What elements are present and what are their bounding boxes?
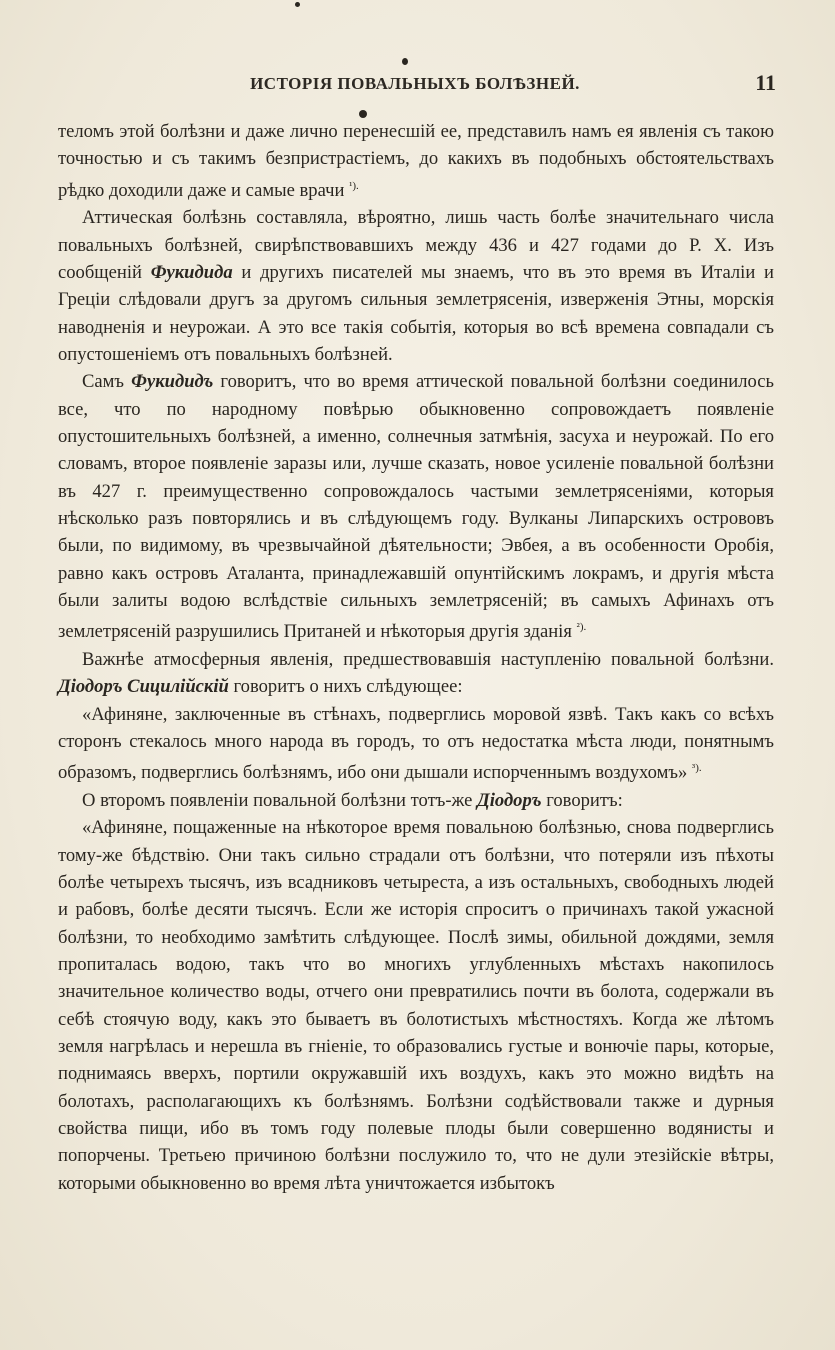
footnote-ref: ³). <box>691 762 702 775</box>
text-run: Аттическая болѣзнь составляла, вѣроятно, лишь часть болѣе значительнаго числа повальныхъ болѣзней, свирѣпствовавшихъ между 436 и 427 годами до Р. Х. Изъ сообщеній <box>58 207 774 283</box>
page-number: 11 <box>755 70 776 95</box>
text-run: говоритъ: <box>541 789 623 811</box>
author-name: Діодоръ <box>477 789 542 811</box>
footnote-ref: ¹). <box>349 179 359 192</box>
paragraph <box>58 204 774 368</box>
author-name: Фукидидъ <box>131 371 214 393</box>
paragraph <box>58 646 774 701</box>
text-run: и другихъ писателей мы знаемъ, что въ это время въ Италіи и Греціи слѣдовали другъ за другомъ сильныя землетрясенія, изверженія Этны, морскія наводненія и неурожаи. А это все такія событія, которыя во всѣ времена совпадали съ опустошеніемъ отъ повальныхъ болѣзней. <box>58 261 774 365</box>
ink-mark <box>295 2 300 7</box>
text-run: теломъ этой болѣзни и даже лично перенесшій ее, представилъ намъ ея явленія съ такою точностью и съ такимъ безпристрастіемъ, до какихъ въ подобныхъ обстоятельствахъ рѣдко доходили даже и самые врачи <box>58 121 774 201</box>
running-title: ИСТОРІЯ ПОВАЛЬНЫХЪ БОЛѢЗНЕЙ. <box>250 74 580 93</box>
text-run: Важнѣе атмосферныя явленія, предшествовавшія наступленію повальной болѣзни. <box>82 648 774 670</box>
text-run: говоритъ, что во время аттической повальной болѣзни соединилось все, что по народному повѣрью обыкновенно сопровождаетъ появленіе опустошительныхъ болѣзней, а именно, солнечныя затмѣнія, засуха и неурожай. По его словамъ, второе появленіе заразы или, лучше сказать, новое усиленіе повальной болѣзни въ 427 г. преимущественно сопровождалось частыми землетрясеніями, которыя нѣсколько разъ повторялись и въ слѣдующемъ году. Вулканы Липарскихъ острововъ были, по видимому, въ чрезвычайной дѣятельности; Эвбея, а въ особенности Оробія, равно какъ островъ Аталанта, принадлежавшій опунтійскимъ локрамъ, и другія мѣста были залиты водою вслѣдствіе сильныхъ землетрясеній; въ самыхъ Афинахъ отъ землетрясеній разрушились Пританей и нѣкоторыя другія зданія <box>58 371 774 643</box>
paragraph <box>58 701 774 787</box>
paragraph <box>58 787 774 814</box>
text-run: О второмъ появленіи повальной болѣзни тотъ-же <box>82 789 478 811</box>
author-name: Фукидида <box>150 261 233 283</box>
ink-mark <box>359 110 367 118</box>
paragraph <box>58 814 774 1197</box>
text-run: говоритъ о нихъ слѣдующее: <box>228 676 463 698</box>
body-text <box>58 118 774 1197</box>
text-run: «Афиняне, заключенные въ стѣнахъ, подверглись моровой язвѣ. Такъ какъ со всѣхъ сторонъ стекалось много народа въ городъ, то отъ недостатка мѣста люди, понятнымъ образомъ, подверглись болѣзнямъ, ибо они дышали испорченнымъ воздухомъ» <box>58 703 774 784</box>
text-run: Самъ <box>82 371 132 393</box>
footnote-ref: ²). <box>576 621 587 634</box>
paragraph <box>58 118 774 204</box>
ink-mark <box>402 58 408 65</box>
page-header <box>60 70 776 102</box>
author-name: Діодоръ Сицилійскій <box>58 676 229 698</box>
paragraph <box>58 368 774 646</box>
text-run: «Афиняне, пощаженные на нѣкоторое время повальною болѣзнью, снова подверглись тому-же бѣдствію. Они такъ сильно страдали отъ болѣзни, что потеряли изъ пѣхоты болѣе четырехъ тысячъ, изъ всадниковъ четыреста, а изъ остальныхъ, свободныхъ людей и рабовъ, болѣе десяти тысячъ. Если же исторія спроситъ о причинахъ такой ужасной болѣзни, то необходимо замѣтить слѣдующее. Послѣ зимы, обильной дождями, земля пропиталась водою, такъ что во многихъ углубленныхъ мѣстахъ накопилось значительное количество воды, отчего они превратились почти въ болота, содержали въ себѣ стоячую воду, какъ это бываетъ въ болотистыхъ мѣстностяхъ. Когда же лѣтомъ земля нагрѣлась и нерешла въ гніеніе, то образовались густые и вонючіе пары, которые, поднимаясь вверхъ, портили окружавшій ихъ воздухъ, какъ это можно видѣть на болотахъ, располагающихъ къ болѣзнямъ. Болѣзни содѣйствовали также и дурныя свойства пищи, ибо въ томъ году полевые плоды были совершенно водянисты и попорчены. Третьею причиною болѣзни послужило то, что не дули этезійскіе вѣтры, которыми обыкновенно во время лѣта уничтожается избытокъ <box>58 817 774 1194</box>
